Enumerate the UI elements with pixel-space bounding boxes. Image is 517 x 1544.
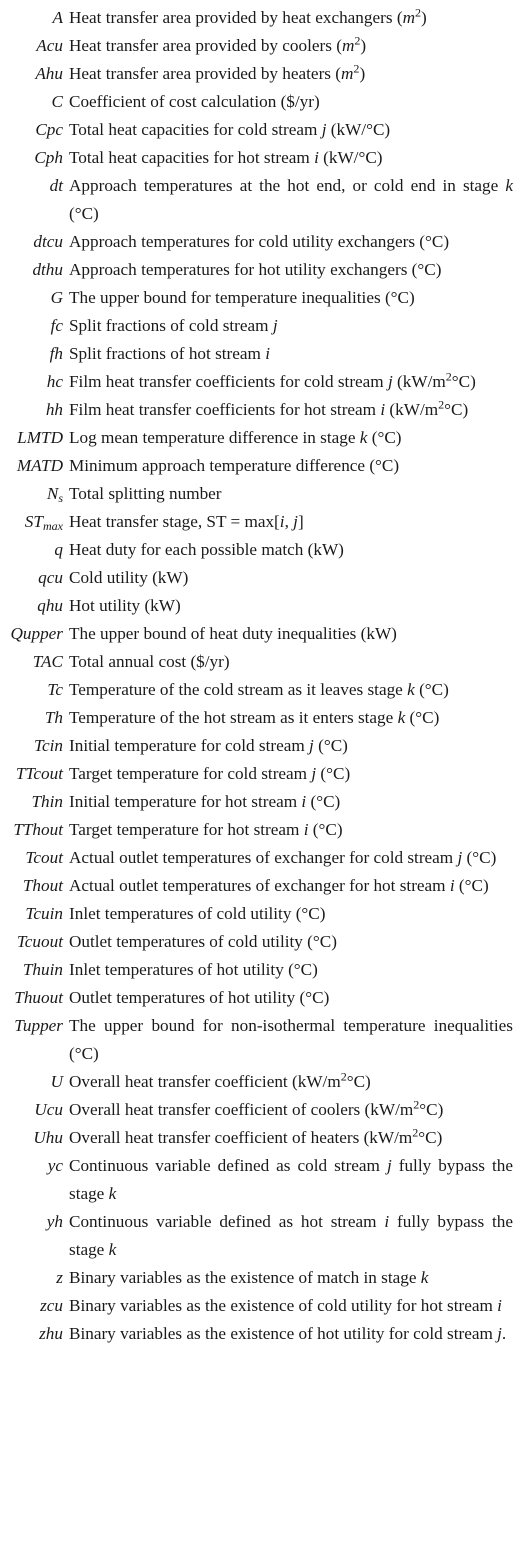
nomenclature-entry (0, 592, 515, 620)
definition-variable: i (449, 876, 455, 895)
nomenclature-entry (0, 340, 515, 368)
entry-definition: Inlet temperatures of cold utility (°C) (69, 904, 326, 923)
entry-definition: Overall heat transfer coefficient $(kW/m^2^\circ C)$ (69, 1069, 371, 1091)
nomenclature-entry (0, 536, 515, 564)
nomenclature-entry (0, 508, 515, 536)
symbol-subscript: s (58, 491, 63, 505)
nomenclature-entry (0, 116, 515, 144)
entry-symbol: Qupper (10, 624, 63, 643)
entry-definition: Outlet temperatures of cold utility (°C) (69, 932, 337, 951)
entry-symbol: TTcout (15, 764, 63, 783)
definition-variable: j (457, 848, 463, 867)
nomenclature-entry (0, 144, 515, 172)
nomenclature-entry (0, 424, 515, 452)
nomenclature-entry (0, 676, 515, 704)
definition-variable: j (272, 316, 278, 335)
definition-variable: i (380, 400, 386, 419)
entry-symbol: Ahu (35, 64, 63, 83)
entry-definition: Target temperature for cold stream j (°C) (69, 764, 351, 783)
nomenclature-entry (0, 1096, 515, 1124)
definition-variable: i (301, 792, 307, 811)
nomenclature-entry (0, 844, 515, 872)
entry-definition: Actual outlet temperatures of exchanger for cold stream j (°C) (69, 848, 497, 867)
entry-symbol: zcu (40, 1296, 63, 1315)
entry-symbol: dt (49, 176, 63, 195)
definition-variable: k (407, 680, 415, 699)
entry-definition: Minimum approach temperature difference (°C) (69, 456, 400, 475)
nomenclature-entry (0, 956, 515, 984)
entry-definition: Overall heat transfer coefficient of coolers $(kW/m^2^\circ C)$ (69, 1097, 444, 1119)
definition-variable: m (341, 36, 355, 55)
definition-superscript: 2 (445, 369, 452, 384)
definition-variable: m (402, 8, 415, 27)
nomenclature-entry (0, 816, 515, 844)
nomenclature-entry (0, 564, 515, 592)
definition-variable: k (108, 1184, 117, 1203)
definition-variable: i (384, 1212, 390, 1231)
nomenclature-entry (0, 1292, 515, 1320)
entry-definition: Split fractions of hot stream i (69, 344, 270, 363)
symbol-subscript: max (42, 519, 63, 533)
entry-symbol: hc (46, 372, 63, 391)
entry-definition: Film heat transfer coefficients for hot stream i $(kW/m^2^\circ C)$ (69, 397, 469, 419)
nomenclature-entry (0, 788, 515, 816)
entry-definition: Actual outlet temperatures of exchanger for hot stream i (°C) (69, 876, 489, 895)
entry-symbol: Uhu (33, 1128, 63, 1147)
definition-superscript: 2 (340, 1069, 347, 1084)
entry-symbol: Thuout (14, 988, 63, 1007)
entry-symbol: $N_s$ (46, 484, 63, 505)
entry-definition: Approach temperatures at the hot end, or cold end in stage k (°C) (69, 176, 513, 223)
definition-variable: j (321, 120, 327, 139)
entry-symbol: TAC (32, 652, 63, 671)
entry-symbol: Th (44, 708, 63, 727)
definition-superscript: 2 (353, 61, 360, 76)
entry-definition: Target temperature for hot stream i (°C) (69, 820, 343, 839)
nomenclature-entry (0, 32, 515, 60)
nomenclature-entry (0, 4, 515, 32)
nomenclature-entry (0, 1012, 515, 1068)
entry-symbol: Cph (34, 148, 63, 167)
nomenclature-entry (0, 620, 515, 648)
entry-symbol: Thin (31, 792, 63, 811)
entry-definition: The upper bound for non-isothermal temperature inequalities (°C) (69, 1016, 513, 1063)
entry-definition: Temperature of the hot stream as it enters stage k (°C) (69, 708, 440, 727)
entry-symbol: dtcu (33, 232, 63, 251)
nomenclature-entry (0, 760, 515, 788)
definition-variable: k (420, 1268, 429, 1287)
entry-definition: Binary variables as the existence of cold utility for hot stream i (69, 1296, 502, 1315)
entry-definition: Initial temperature for hot stream i (°C) (69, 792, 341, 811)
definition-variable: k (505, 176, 513, 195)
definition-variable: i (303, 820, 309, 839)
entry-definition: Total heat capacities for cold stream j (kW/°C) (69, 120, 391, 139)
entry-symbol: fh (49, 344, 63, 363)
entry-symbol: qhu (37, 596, 63, 615)
definition-variable: k (397, 708, 406, 727)
definition-variable: j (386, 1156, 392, 1175)
entry-symbol: G (50, 288, 63, 307)
entry-symbol: yh (46, 1212, 63, 1231)
entry-definition: Heat transfer area provided by coolers $(m^2)$ (69, 33, 367, 55)
entry-symbol: Tcin (34, 736, 63, 755)
nomenclature-entry (0, 648, 515, 676)
entry-definition: Temperature of the cold stream as it leaves stage k (°C) (69, 680, 449, 699)
entry-symbol: q (54, 540, 63, 559)
entry-symbol: Thout (22, 876, 63, 895)
entry-definition: Total annual cost ($/yr) (69, 652, 230, 671)
definition-superscript: 2 (414, 5, 421, 20)
entry-definition: Initial temperature for cold stream j (°C) (69, 736, 348, 755)
definition-superscript: 2 (354, 33, 361, 48)
nomenclature-entry (0, 1068, 515, 1096)
nomenclature-entry (0, 172, 515, 228)
entry-definition: Cold utility (kW) (69, 568, 189, 587)
entry-symbol: C (51, 92, 63, 111)
entry-symbol: Tcuin (25, 904, 63, 923)
nomenclature-entry (0, 88, 515, 116)
nomenclature-entry (0, 452, 515, 480)
entry-definition: Heat transfer area provided by heaters $(m^2)$ (69, 61, 366, 83)
entry-symbol: zhu (39, 1324, 63, 1343)
entry-definition: The upper bound of heat duty inequalities (kW) (69, 624, 397, 643)
nomenclature-entry (0, 1152, 515, 1208)
entry-definition: Total heat capacities for hot stream i (kW/°C) (69, 148, 383, 167)
entry-symbol: Tupper (14, 1016, 63, 1035)
entry-definition: Continuous variable defined as hot stream i fully bypass the stage k (69, 1212, 513, 1259)
entry-definition: Heat duty for each possible match (kW) (69, 540, 344, 559)
entry-symbol: Acu (36, 36, 63, 55)
entry-symbol: hh (45, 400, 63, 419)
entry-definition: Outlet temperatures of hot utility (°C) (69, 988, 330, 1007)
entry-symbol: Tcout (25, 848, 63, 867)
nomenclature-entry (0, 284, 515, 312)
definition-variable: j (387, 372, 393, 391)
entry-definition: Split fractions of cold stream j (69, 316, 278, 335)
definition-variable: j (311, 764, 317, 783)
entry-symbol: Thuin (22, 960, 63, 979)
entry-definition: Inlet temperatures of hot utility (°C) (69, 960, 318, 979)
entry-definition: Heat transfer area provided by heat exchangers $(m^2)$ (69, 5, 427, 27)
definition-variable: j (309, 736, 314, 755)
definition-variable: k (359, 428, 368, 447)
nomenclature-entry (0, 1320, 515, 1348)
definition-superscript: 2 (412, 1125, 419, 1140)
nomenclature-entry (0, 1208, 515, 1264)
nomenclature-entry (0, 704, 515, 732)
nomenclature-entry (0, 872, 515, 900)
entry-definition: The upper bound for temperature inequalities (°C) (69, 288, 415, 307)
nomenclature-entry (0, 1124, 515, 1152)
definition-variable: i (497, 1296, 502, 1315)
definition-variable: i (265, 344, 270, 363)
entry-definition: Coefficient of cost calculation ($/yr) (69, 92, 320, 111)
entry-symbol: U (50, 1072, 63, 1091)
nomenclature-entry (0, 60, 515, 88)
entry-symbol: Tcuout (16, 932, 63, 951)
entry-symbol: Cpc (35, 120, 63, 139)
definition-variable: i (314, 148, 319, 167)
entry-symbol: $ST_{max}$ (24, 512, 63, 533)
entry-definition: Overall heat transfer coefficient of heaters $(kW/m^2^\circ C)$ (69, 1125, 443, 1147)
entry-definition: Approach temperatures for hot utility exchangers (°C) (69, 260, 442, 279)
entry-symbol: Tc (47, 680, 63, 699)
entry-symbol: qcu (38, 568, 63, 587)
entry-definition: Heat transfer stage, ST = max[i, j] (69, 512, 304, 531)
nomenclature-entry (0, 1264, 515, 1292)
nomenclature-entry (0, 368, 515, 396)
entry-definition: Total splitting number (69, 484, 222, 503)
entry-definition: Hot utility (kW) (69, 596, 181, 615)
definition-variable: j (497, 1324, 502, 1343)
definition-superscript: 2 (413, 1097, 420, 1112)
entry-symbol: TThout (13, 820, 63, 839)
entry-symbol: fc (50, 316, 63, 335)
entry-definition: Approach temperatures for cold utility exchangers (°C) (69, 232, 450, 251)
entry-definition: Binary variables as the existence of hot utility for cold stream j. (69, 1324, 507, 1343)
nomenclature-entry (0, 228, 515, 256)
nomenclature-entry (0, 732, 515, 760)
nomenclature-entry (0, 312, 515, 340)
entry-symbol: dthu (32, 260, 63, 279)
entry-definition: Continuous variable defined as cold stream j fully bypass the stage k (69, 1156, 513, 1203)
nomenclature-entry (0, 396, 515, 424)
nomenclature-entry (0, 256, 515, 284)
definition-variable: i (279, 512, 285, 531)
entry-symbol: Ucu (34, 1100, 63, 1119)
entry-symbol: LMTD (17, 428, 63, 447)
definition-variable: m (341, 64, 354, 83)
entry-symbol: z (56, 1268, 63, 1287)
entry-definition: Log mean temperature difference in stage k (°C) (69, 428, 402, 447)
entry-symbol: yc (47, 1156, 63, 1175)
definition-superscript: 2 (438, 397, 445, 412)
nomenclature-entry (0, 984, 515, 1012)
nomenclature-entry (0, 928, 515, 956)
entry-symbol: MATD (16, 456, 63, 475)
nomenclature-entry (0, 480, 515, 508)
nomenclature-entry (0, 900, 515, 928)
entry-definition: Binary variables as the existence of match in stage k (69, 1268, 429, 1287)
definition-variable: j (293, 512, 298, 531)
entry-symbol: A (52, 8, 63, 27)
entry-definition: Film heat transfer coefficients for cold stream j $(kW/m^2^\circ C)$ (69, 369, 476, 391)
definition-variable: k (108, 1240, 117, 1259)
